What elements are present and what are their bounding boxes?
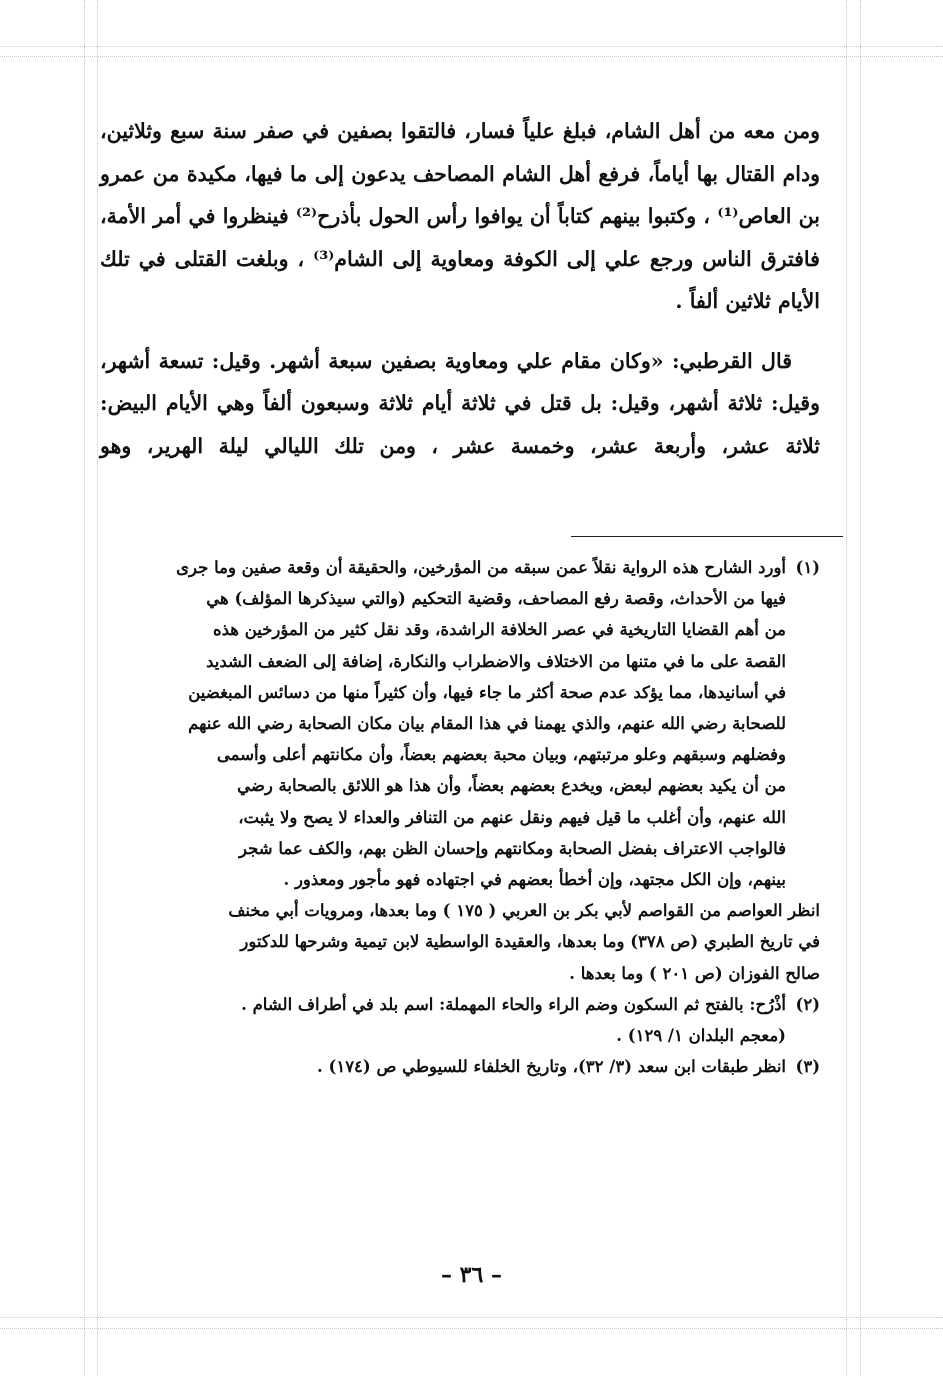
footnote-separator	[571, 536, 843, 537]
scan-guide-line	[0, 1317, 943, 1318]
footnote-line: من أهم القضايا التاريخية في عصر الخلافة الراشدة، وقد نقل كثير من المؤرخين هذه	[212, 620, 786, 640]
footnote-1	[100, 552, 820, 895]
scan-guide-line	[0, 56, 943, 57]
footnote-number: (٢)	[795, 994, 820, 1014]
footnote-line: الله عنهم، وأن أغلب ما قيل فيهم ونقل عنهم من التنافر والعداء لا يصح ولا يثبت،	[238, 807, 786, 827]
footnote-line: في أسانيدها، مما يؤكد عدم صحة أكثر ما جاء فيها، وأن كثيراً منها من دسائس المبغضين	[188, 682, 786, 702]
scan-guide-line	[860, 0, 861, 1376]
footnote-text	[100, 989, 786, 1051]
footnote-2	[100, 989, 820, 1051]
footnote-line: أورد الشارح هذه الرواية نقلاً عمن سبقه من المؤرخين، والحقيقة أن وقعة صفين وما جرى	[176, 558, 786, 577]
footnote-line: للصحابة رضي الله عنهم، والذي يهمنا في هذا المقام بيان مكان الصحابة رضي الله عنهم	[188, 714, 786, 734]
footnote-line: وفضلهم وسبقهم وعلو مرتبتهم، وبيان محبة بعضهم بعضاً، وأن مكانتهم أعلى وأسمى	[216, 745, 786, 765]
main-paragraph: ومن معه من أهل الشام، فبلغ علياً فسار، فالتقوا بصفين في صفر سنة سبع وثلاثين، ودام القتال بها أياماً، فرفع أهل الشام المصاحف يدعون إلى ما فيها، مكيدة من عمرو بن العاص⁽¹⁾ ، وكتبوا بينهم كتاباً أن يوافوا رأس الحول بأذرح⁽²⁾ فينظروا في أمر الأمة، فافترق الناس ورجع علي إلى الكوفة ومعاوية إلى الشام⁽³⁾ ، وبلغت القتلى في تلك الأيام ثلاثين ألفاً .	[100, 119, 820, 313]
footnote-text	[100, 1051, 786, 1082]
main-paragraph: قال القرطبي: «وكان مقام علي ومعاوية بصفين سبعة أشهر. وقيل: تسعة أشهر، وقيل: ثلاثة أشهر، وقيل: بل قتل في ثلاثة أيام ثلاثة وسبعون ألفاً وهي الأيام البيض: ثلاثة عشر، وأربعة عشر، وخمسة عشر ، ومن تلك الليالي ليلة الهرير، وهو	[100, 348, 820, 458]
footnote-text	[100, 895, 820, 989]
footnote-line: بينهم، وإن الكل مجتهد، وإن أخطأ بعضهم في اجتهاده فهو مأجور ومعذور .	[283, 870, 786, 890]
scan-guide-line	[84, 0, 85, 1376]
main-text	[100, 110, 820, 467]
footnote-3	[100, 1051, 820, 1082]
footnote-line: فالواجب الاعتراف بفضل الصحابة ومكانتهم وإحسان الظن بهم، والكف عما شجر	[239, 838, 786, 858]
footnote-line: فيها من الأحداث، وقصة رفع المصاحف، وقضية التحكيم (والتي سيذكرها المؤلف) هي	[206, 589, 786, 609]
footnote-line: في تاريخ الطبري (ص ٣٧٨) وما بعدها، والعقيدة الواسطية لابن تيمية وشرحها للدكتور	[240, 932, 820, 952]
footnotes	[100, 552, 820, 1082]
footnote-number: (٣)	[795, 1057, 820, 1077]
footnote-line: انظر طبقات ابن سعد (٣/ ٣٢)، وتاريخ الخلفاء للسيوطي ص (١٧٤) .	[317, 1057, 786, 1077]
footnote-line: (معجم البلدان ١/ ١٢٩) .	[616, 1026, 786, 1046]
footnote-line: من أن يكيد بعضهم لبعض، ويخدع بعضهم بعضاً، وأن هذا هو اللائق بالصحابة رضي	[237, 776, 786, 796]
footnote-number: (١)	[795, 558, 820, 577]
footnote-text	[100, 552, 786, 895]
scan-guide-line	[846, 0, 847, 1376]
scan-guide-line	[97, 0, 98, 1376]
footnote-line: القصة على ما في متنها من الاختلاف والاضطراب والنكارة، إضافة إلى الضعف الشديد	[206, 651, 786, 671]
footnote-line: صالح الفوزان (ص ٢٠١ ) وما بعدها .	[569, 963, 820, 983]
page-number: – ٣٦ –	[441, 1262, 502, 1288]
scan-guide-line	[0, 1328, 943, 1329]
footnote-1-references	[100, 895, 820, 989]
footnote-line: أذْرُح: بالفتح ثم السكون وضم الراء والحاء المهملة: اسم بلد في أطراف الشام .	[241, 994, 786, 1014]
footnote-line: انظر العواصم من القواصم لأبي بكر بن العربي ( ١٧٥ ) وما بعدها، ومرويات أبي مخنف	[228, 901, 820, 921]
scan-guide-line	[0, 46, 943, 47]
